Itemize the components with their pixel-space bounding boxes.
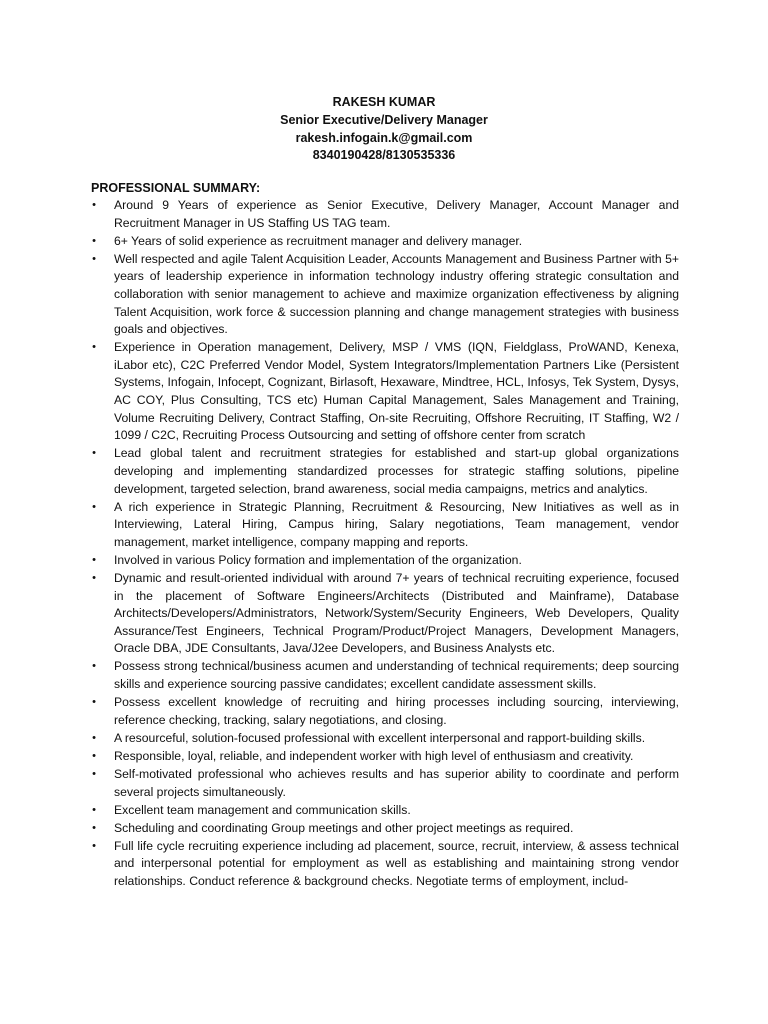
summary-item: [89, 802, 679, 820]
resume-header: [0, 94, 768, 165]
summary-item: [89, 766, 679, 801]
bullet-icon: •: [92, 660, 96, 673]
bullet-icon: •: [92, 749, 96, 762]
summary-item: [89, 339, 679, 445]
summary-item-text: Around 9 Years of experience as Senior Executive, Delivery Manager, Account Manager and Recruitment Manager in US Staffing US TAG team.: [114, 198, 679, 230]
summary-item: [89, 748, 679, 766]
summary-item-text: 6+ Years of solid experience as recruitment manager and delivery manager.: [114, 233, 523, 248]
summary-item: [89, 233, 679, 251]
bullet-icon: •: [92, 696, 96, 709]
bullet-icon: •: [92, 199, 96, 211]
summary-item: [89, 552, 679, 570]
bullet-icon: •: [92, 839, 96, 852]
summary-item-text: Excellent team management and communication skills.: [114, 802, 411, 817]
professional-summary-heading: PROFESSIONAL SUMMARY:: [91, 181, 261, 195]
summary-item-text: Full life cycle recruiting experience including ad placement, source, recruit, interview, & assess technical and interpersonal potential for employment as well as establishing and maintaining strong vendor relationships. Conduct reference & background checks. Negotiate terms of employment, includ-: [114, 838, 679, 889]
bullet-icon: •: [92, 234, 96, 247]
bullet-icon: •: [92, 731, 96, 744]
summary-item: [89, 499, 679, 552]
summary-item-text: Self-motivated professional who achieves results and has superior ability to coordinate and perform several projects simultaneously.: [114, 767, 679, 799]
summary-item-text: Well respected and agile Talent Acquisition Leader, Accounts Management and Business Partner with 5+ years of leadership experience in information technology industry offering strategic consultation and collaboration with senior management to achieve and maximize organization effectiveness by aligning Talent Acquisition, work force & succession planning and change management strategies with business goals and objectives.: [114, 251, 679, 337]
summary-item: [89, 694, 679, 729]
summary-item-text: A rich experience in Strategic Planning, Recruitment & Resourcing, New Initiatives as well as in Interviewing, Lateral Hiring, Campus hiring, Salary negotiations, Team management, vendor management, market intelligence, company mapping and reports.: [114, 499, 679, 549]
summary-item-text: Scheduling and coordinating Group meetings and other project meetings as required.: [114, 820, 574, 835]
summary-item-text: Experience in Operation management, Delivery, MSP / VMS (IQN, Fieldglass, ProWAND, Kenexa, iLabor etc), C2C Preferred Vendor Model, System Integrators/Implementation Partners Like (Persistent Systems, Infogain, Infocept, Cognizant, Birlasoft, Hexaware, Mindtree, HCL, Infosys, Tek System, Dysys, AC COY, Plus Consulting, TCS etc) Human Capital Management, Sales Management and Training, Volume Recruiting Delivery, Contract Staffing, On-site Recruiting, Offshore Recruiting, IT Staffing, W2 / 1099 / C2C, Recruiting Process Outsourcing and setting of offshore center from scratch: [114, 340, 679, 443]
summary-item-text: Responsible, loyal, reliable, and independent worker with high level of enthusiasm and creativity.: [114, 748, 634, 763]
bullet-icon: •: [92, 768, 96, 780]
summary-item-text: Possess excellent knowledge of recruiting and hiring processes including sourcing, interviewing, reference checking, tracking, salary negotiations, and closing.: [114, 695, 679, 727]
bullet-icon: •: [92, 252, 96, 265]
summary-item-text: Possess strong technical/business acumen and understanding of technical requirements; deep sourcing skills and experience sourcing passive candidates; excellent candidate assessment skills.: [114, 659, 679, 692]
bullet-icon: •: [92, 803, 96, 816]
bullet-icon: •: [92, 553, 96, 566]
candidate-title: Senior Executive/Delivery Manager: [280, 112, 488, 127]
bullet-icon: •: [92, 447, 96, 460]
professional-summary-list: [89, 197, 679, 891]
summary-item: [89, 658, 679, 693]
candidate-phone: 8340190428/8130535336: [312, 148, 456, 163]
summary-item-text: A resourceful, solution-focused professional with excellent interpersonal and rapport-building skills.: [114, 730, 646, 745]
bullet-icon: •: [92, 821, 96, 834]
summary-item-text: Dynamic and result-oriented individual with around 7+ years of technical recruiting experience, focused in the placement of Software Engineers/Architects (Distributed and Mainframe), Database Architects/Developers/Administrators, Network/System/Security Engineers, Web Developers, Quality Assurance/Test Engineers, Technical Program/Product/Project Managers, Development Managers, Oracle DBA, JDE Consultants, Java/J2ee Developers, and Business Analysts etc.: [114, 570, 679, 656]
candidate-email: rakesh.infogain.k@gmail.com: [295, 130, 473, 145]
summary-item: [89, 197, 679, 232]
bullet-icon: •: [92, 500, 96, 513]
summary-item: [89, 820, 679, 838]
bullet-icon: •: [92, 341, 96, 354]
summary-item: [89, 251, 679, 339]
summary-item: [89, 570, 679, 658]
summary-item: [89, 838, 679, 891]
summary-item-text: Involved in various Policy formation and implementation of the organization.: [114, 552, 522, 567]
summary-item-text: Lead global talent and recruitment strategies for established and start-up global organizations developing and implementing standardized processes for strategic staffing solutions, pipeline development, targeted selection, brand awareness, social media campaigns, metrics and analytics.: [114, 446, 679, 496]
summary-item: [89, 445, 679, 498]
summary-item: [89, 730, 679, 748]
bullet-icon: •: [92, 571, 96, 584]
candidate-name: RAKESH KUMAR: [332, 95, 436, 109]
